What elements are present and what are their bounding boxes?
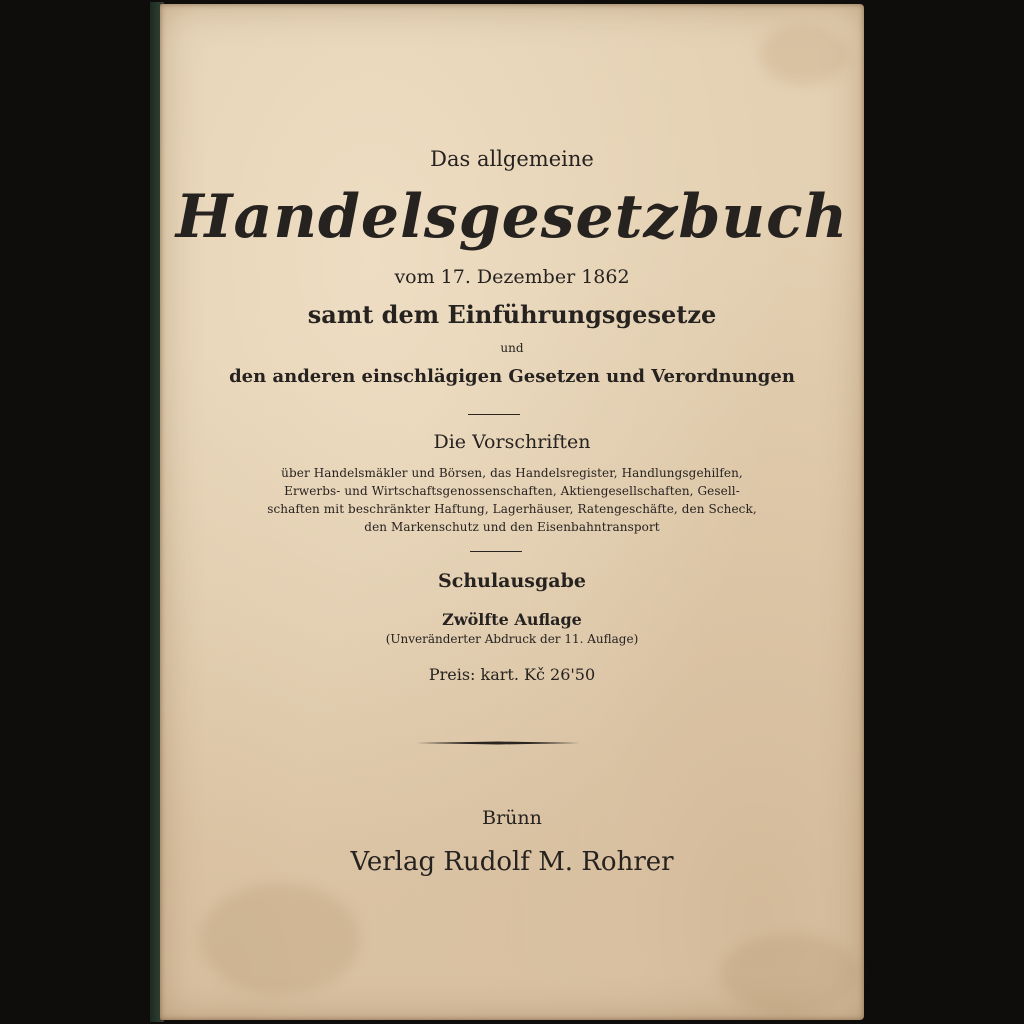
price: Preis: kart. Kč 26'50 <box>428 665 596 684</box>
publication-city: Brünn <box>482 807 542 829</box>
ornamental-divider <box>416 740 580 746</box>
book-cover <box>160 4 864 1020</box>
description-line: über Handelsmäkler und Börsen, das Handelsregister, Handlungsgehilfen, <box>281 466 743 480</box>
publisher: Verlag Rudolf M. Rohrer <box>350 847 674 877</box>
reprint-note: (Unveränderter Abdruck der 11. Auflage) <box>385 632 639 646</box>
laws-line: den anderen einschlägigen Gesetzen und Verordnungen <box>229 366 795 387</box>
conjunction-word: und <box>500 341 524 355</box>
description-line: den Markenschutz und den Eisenbahntransport <box>364 520 660 534</box>
intro-line: Das allgemeine <box>430 147 594 171</box>
paper-stain <box>200 884 360 994</box>
paper-stain <box>760 24 850 84</box>
divider-rule <box>470 551 522 552</box>
date-line: vom 17. Dezember 1862 <box>394 266 630 288</box>
regulations-heading: Die Vorschriften <box>433 431 591 453</box>
book-title: Handelsgesetzbuch <box>175 182 849 252</box>
description-line: schaften mit beschränkter Haftung, Lagerhäuser, Ratengeschäfte, den Scheck, <box>267 502 757 516</box>
edition: Zwölfte Auflage <box>442 610 582 629</box>
edition-type: Schulausgabe <box>438 570 586 592</box>
divider-rule <box>468 414 520 415</box>
description-line: Erwerbs- und Wirtschaftsgenossenschaften, Aktiengesellschaften, Gesell- <box>284 484 740 498</box>
paper-stain <box>720 934 860 1014</box>
subtitle: samt dem Einführungsgesetze <box>307 300 717 329</box>
